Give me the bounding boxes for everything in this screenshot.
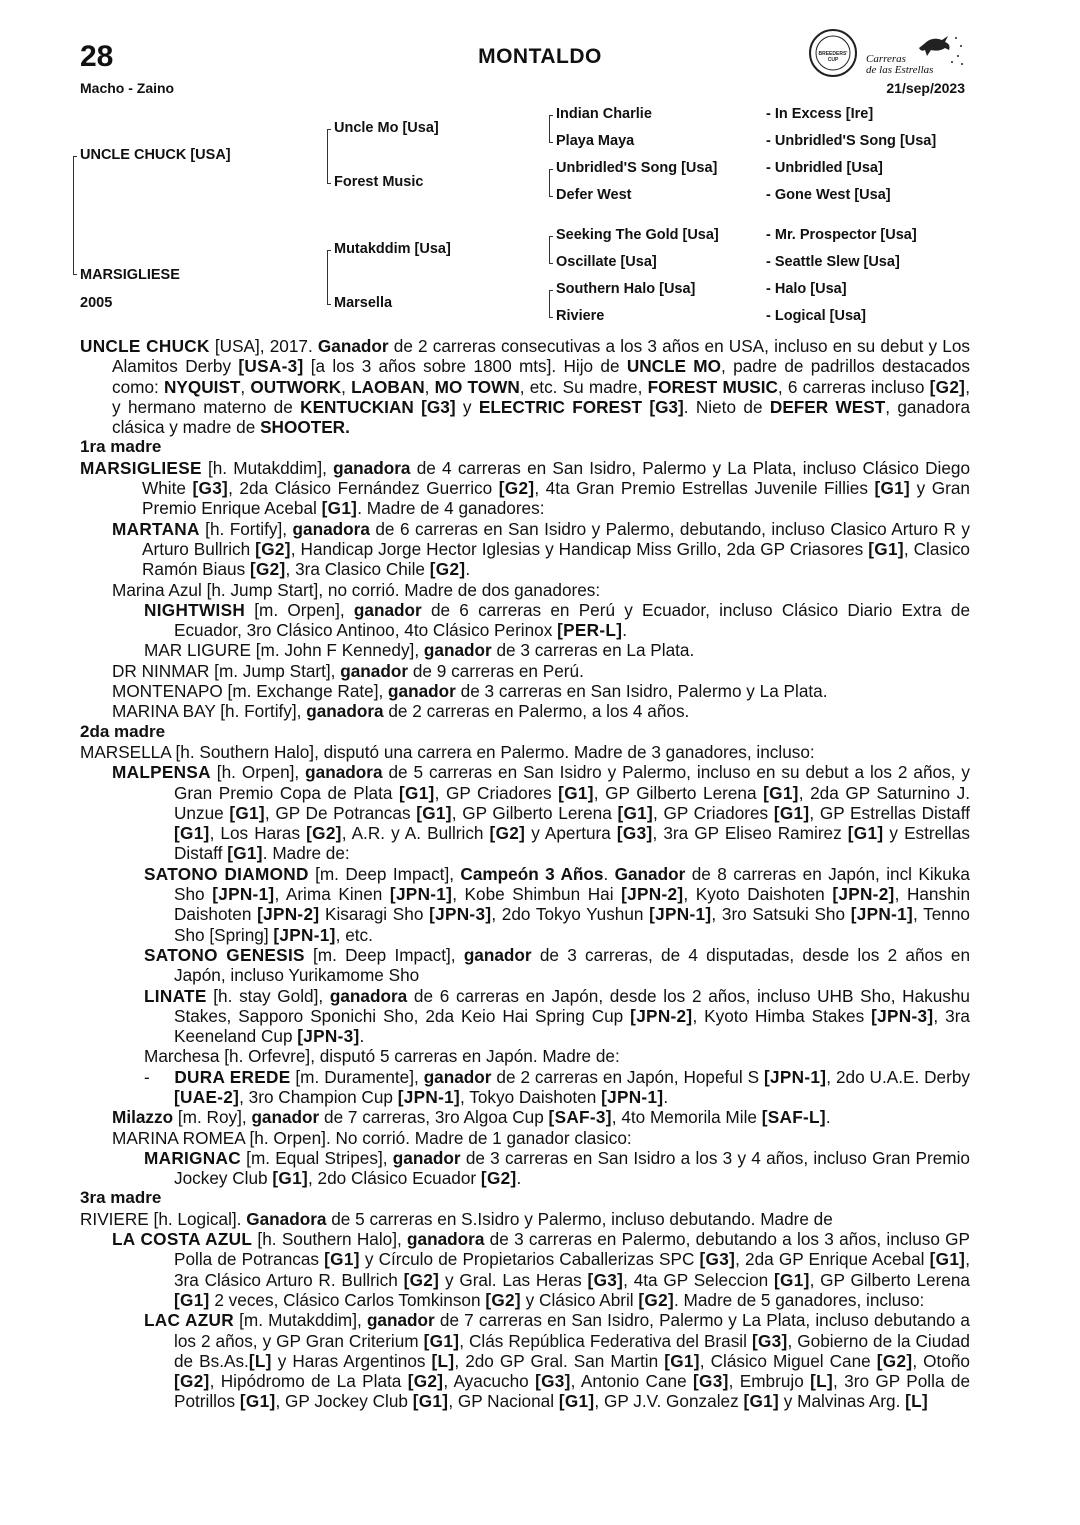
pedigree-g3-7: Southern Halo [Usa] <box>556 281 696 297</box>
pedigree-g2-2: Forest Music <box>334 174 424 190</box>
produce-satono-diamond: SATONO DIAMOND [m. Deep Impact], Campeón 3 Años. Ganador de 8 carreras en Japón, incl Kikuka Sho [JPN-1], Arima Kinen [JPN-1], Kobe Shimbun Hai [JPN-2], Kyoto Daishoten [JPN-2], Hanshin Daishoten [JPN-2] Kisaragi Sho [JPN-3], 2do Tokyo Yushun [JPN-1], 3ro Satsuki Sho [JPN-1], Tenno Sho [Spring] [JPN-1], etc. <box>144 863 971 945</box>
horse-name: MONTALDO <box>478 45 602 68</box>
produce-martana: MARTANA [h. Fortify], ganadora de 6 carreras en San Isidro y Palermo, debutando, incluso Clasico Arturo R y Arturo Bullrich [G2], Handicap Jorge Hector Iglesias y Handicap Miss Grillo, 2da GP Criasores [G1], Clasico Ramón Biaus [G2], 3ra Clasico Chile [G2]. <box>112 518 970 580</box>
svg-text:BREEDERS': BREEDERS' <box>818 51 848 57</box>
second-dam-paragraph: MARSELLA [h. Southern Halo], disputó una carrera en Palermo. Madre de 3 ganadores, incluso: <box>80 741 815 762</box>
logo-text-line2: de las Estrellas <box>866 64 934 76</box>
produce-montenapo: MONTENAPO [m. Exchange Rate], ganador de 3 carreras en San Isidro, Palermo y La Plata. <box>112 681 828 702</box>
produce-marina-bay: MARINA BAY [h. Fortify], ganadora de 2 carreras en Palermo, a los 4 años. <box>112 701 690 722</box>
pedigree-g3-6: Oscillate [Usa] <box>556 254 657 270</box>
pedigree-g2-4: Marsella <box>334 295 393 311</box>
sex-color: Macho - Zaino <box>80 80 175 96</box>
pedigree-dam: MARSIGLIESE <box>80 267 180 283</box>
produce-marina-romea: MARINA ROMEA [h. Orpen]. No corrió. Madre de 1 ganador clasico: <box>112 1127 632 1148</box>
pedigree-g3-5: Seeking The Gold [Usa] <box>556 227 719 243</box>
produce-satono-genesis: SATONO GENESIS [m. Deep Impact], ganador de 3 carreras, de 4 disputadas, desde los 2 años en Japón, incluso Yurikamome Sho <box>144 944 971 986</box>
catalogue-body <box>80 336 970 1412</box>
pedigree-g4-8: - Logical [Usa] <box>766 308 866 324</box>
first-dam-paragraph: MARSIGLIESE [h. Mutakddim], ganadora de 4 carreras en San Isidro, Palermo y La Plata, incluso Clásico Diego White [G3], 2da Clásico Fernández Guerrico [G2], 4ta Gran Premio Estrellas Juvenile Fillies [G1] y Gran Premio Enrique Acebal [G1]. Madre de 4 ganadores: <box>80 457 971 519</box>
pedigree-g2-3: Mutakddim [Usa] <box>334 241 451 257</box>
produce-la-costa-azul: LA COSTA AZUL [h. Southern Halo], ganadora de 3 carreras en Palermo, debutando a los 3 años, incluso GP Polla de Potrancas [G1] y Círculo de Propietarios Caballerizas SPC [G3], 2da GP Enrique Acebal [G1], 3ra Clásico Arturo R. Bullrich [G2] y Gral. Las Heras [G3], 4ta GP Seleccion [G1], GP Gilberto Lerena [G1] 2 veces, Clásico Carlos Tomkinson [G2] y Clásico Abril [G2]. Madre de 5 ganadores, incluso: <box>112 1229 971 1310</box>
pedigree-g4-3: - Unbridled [Usa] <box>766 160 883 176</box>
logo-text <box>866 54 933 76</box>
produce-nightwish: NIGHTWISH [m. Orpen], ganador de 6 carreras en Perú y Ecuador, incluso Clásico Diario Extra de Ecuador, 3ro Clásico Antinoo, 4to Clásico Perinox [PER-L]. <box>144 599 971 641</box>
produce-marchesa: Marchesa [h. Orfevre], disputó 5 carreras en Japón. Madre de: <box>144 1046 620 1067</box>
section-third-dam: 3ra madre <box>80 1188 162 1208</box>
pedigree-sire: UNCLE CHUCK [USA] <box>80 147 231 163</box>
produce-dr-ninmar: DR NINMAR [m. Jump Start], ganador de 9 carreras en Perú. <box>112 660 584 681</box>
pedigree-g3-1: Indian Charlie <box>556 106 652 122</box>
pedigree-g3-2: Playa Maya <box>556 133 635 149</box>
pedigree-dam-year: 2005 <box>80 295 113 311</box>
pedigree-g4-6: - Seattle Slew [Usa] <box>766 254 900 270</box>
logo-text-line1: Carreras <box>866 53 906 65</box>
sale-date: 21/sep/2023 <box>886 80 965 96</box>
section-second-dam: 2da madre <box>80 721 166 741</box>
pedigree-g2-1: Uncle Mo [Usa] <box>334 120 439 136</box>
pedigree-g3-3: Unbridled'S Song [Usa] <box>556 160 718 176</box>
produce-linate: LINATE [h. stay Gold], ganadora de 6 carreras en Japón, desde los 2 años, incluso UHB Sho, Hakushu Stakes, Sapporo Sponichi Sho, 2da Keio Hai Spring Cup [JPN-2], Kyoto Himba Stakes [JPN-3], 3ra Keeneland Cup [JPN-3]. <box>144 985 970 1047</box>
sire-paragraph: UNCLE CHUCK [USA], 2017. Ganador de 2 carreras consecutivas a los 3 años en USA, incluso en su debut y Los Alamitos Derby [USA-3] [a los 3 años sobre 1800 mts]. Hijo de UNCLE MO, padre de padrillos destacados como: NYQUIST, OUTWORK, LAOBAN, MO TOWN, etc. Su madre, FOREST MUSIC, 6 carreras incluso [G2], y hermano materno de KENTUCKIAN [G3] y ELECTRIC FOREST [G3]. Nieto de DEFER WEST, ganadora clásica y madre de SHOOTER. <box>80 336 971 438</box>
produce-dura-erede: - DURA EREDE [m. Duramente], ganador de 2 carreras en Japón, Hopeful S [JPN-1], 2do U.A.E. Derby [UAE-2], 3ro Champion Cup [JPN-1], Tokyo Daishoten [JPN-1]. <box>144 1066 970 1107</box>
pedigree-g4-7: - Halo [Usa] <box>766 281 847 297</box>
pedigree-g4-2: - Unbridled'S Song [Usa] <box>766 133 937 149</box>
section-first-dam: 1ra madre <box>80 437 162 457</box>
produce-mar-ligure: MAR LIGURE [m. John F Kennedy], ganador de 3 carreras en La Plata. <box>144 640 695 661</box>
pedigree-bracket-g1 <box>73 156 74 274</box>
produce-milazzo: Milazzo [m. Roy], ganador de 7 carreras, 3ro Algoa Cup [SAF-3], 4to Memorila Mile [SAF-L]. <box>112 1107 831 1128</box>
third-dam-paragraph: RIVIERE [h. Logical]. Ganadora de 5 carreras en S.Isidro y Palermo, incluso debutando. Madre de <box>80 1208 833 1229</box>
svg-text:CUP: CUP <box>827 57 839 63</box>
pedigree-g3-8: Riviere <box>556 308 605 324</box>
produce-marignac: MARIGNAC [m. Equal Stripes], ganador de 3 carreras en San Isidro a los 3 y 4 años, incluso Gran Premio Jockey Club [G1], 2do Clásico Ecuador [G2]. <box>144 1147 970 1189</box>
pedigree-g4-1: - In Excess [Ire] <box>766 106 874 122</box>
produce-lac-azur: LAC AZUR [m. Mutakddim], ganador de 7 carreras en San Isidro, Palermo y La Plata, incluso debutando a los 2 años, y GP Gran Criterium [G1], Clás República Federativa del Brasil [G3], Gobierno de la Ciudad de Bs.As.[L] y Haras Argentinos [L], 2do GP Gral. San Martin [G1], Clásico Miguel Cane [G2], Otoño [G2], Hipódromo de La Plata [G2], Ayacucho [G3], Antonio Cane [G3], Embrujo [L], 3ro GP Polla de Potrillos [G1], GP Jockey Club [G1], GP Nacional [G1], GP J.V. Gonzalez [G1] y Malvinas Arg. [L] <box>144 1310 970 1412</box>
produce-malpensa: MALPENSA [h. Orpen], ganadora de 5 carreras en San Isidro y Palermo, incluso en su debut a los 2 años, y Gran Premio Copa de Plata [G1], GP Criadores [G1], GP Gilberto Lerena [G1], 2da GP Saturnino J. Unzue [G1], GP De Potrancas [G1], GP Gilberto Lerena [G1], GP Criadores [G1], GP Estrellas Distaff [G1], Los Haras [G2], A.R. y A. Bullrich [G2] y Apertura [G3], 3ra GP Eliseo Ramirez [G1] y Estrellas Distaff [G1]. Madre de: <box>112 762 970 864</box>
pedigree-g4-4: - Gone West [Usa] <box>766 187 891 203</box>
pedigree-g3-4: Defer West <box>556 187 632 203</box>
lot-number: 28 <box>80 40 114 73</box>
pedigree-g4-5: - Mr. Prospector [Usa] <box>766 227 917 243</box>
produce-marina-azul: Marina Azul [h. Jump Start], no corrió. Madre de dos ganadores: <box>112 579 601 600</box>
